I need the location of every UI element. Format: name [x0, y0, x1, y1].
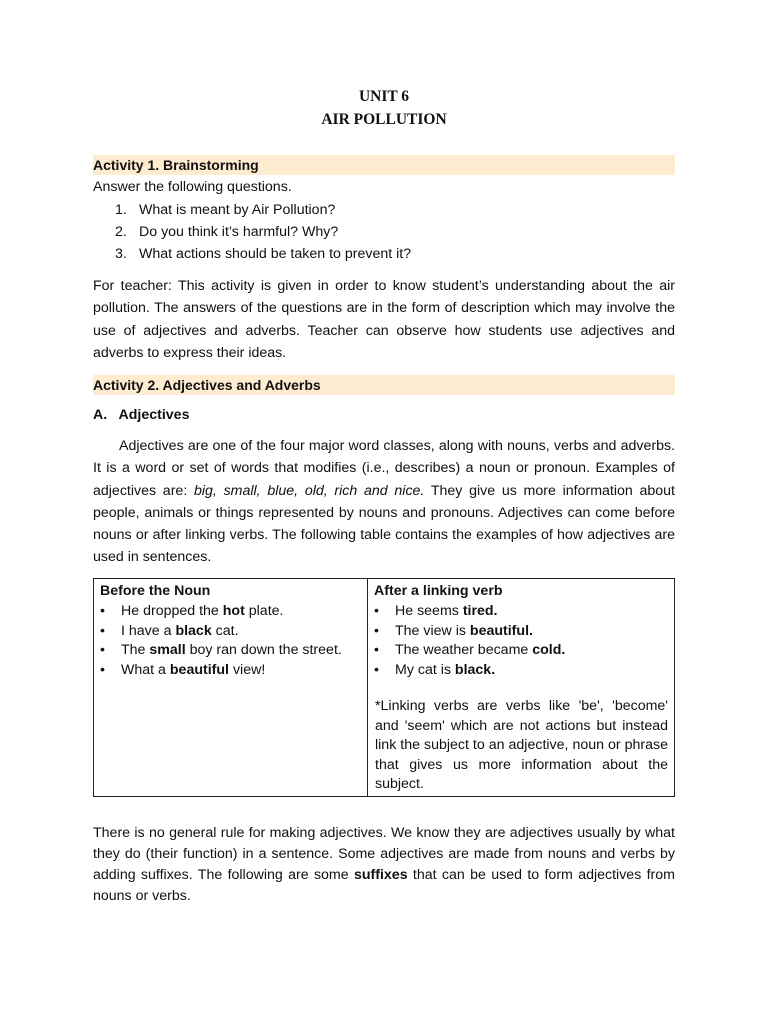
item-text: The view is — [395, 623, 470, 639]
item-text: He seems — [395, 603, 463, 619]
item-adjective: black — [175, 623, 212, 639]
item-text: What a — [121, 662, 170, 678]
closing-text-2: that can be used to form adjectives from nouns or verbs. — [93, 867, 675, 904]
bullet-icon: • — [374, 623, 379, 639]
item-adjective: black. — [454, 662, 496, 678]
activity-1-heading: Activity 1. Brainstorming — [93, 155, 675, 175]
before-noun-column — [94, 579, 368, 796]
question-number: 3. — [115, 246, 127, 262]
bullet-icon: • — [100, 603, 105, 619]
suffixes-term: suffixes — [353, 867, 408, 883]
intro-text-2: They give us more information about people, animals or things represented by nouns and pronouns. Adjectives can come before nouns or after linking verbs. The following table contains the examples of how adjectives are used in sentences. — [93, 482, 675, 566]
item-adjective: tired. — [462, 603, 498, 619]
item-text: view! — [229, 662, 266, 678]
question-number: 1. — [115, 202, 127, 218]
item-adjective: hot — [222, 603, 245, 619]
suffix-intro — [93, 823, 675, 907]
before-noun-header: Before the Noun — [100, 583, 211, 599]
bullet-icon: • — [100, 623, 105, 639]
bullet-icon: • — [374, 642, 379, 658]
table-list-item — [100, 622, 239, 642]
bullet-icon: • — [374, 603, 379, 619]
item-text: cat. — [211, 623, 239, 639]
adjectives-intro — [93, 435, 675, 569]
bullet-icon: • — [100, 662, 105, 678]
table-list-item — [374, 622, 533, 642]
table-list-item — [374, 661, 495, 681]
section-a-heading: A. Adjectives — [93, 407, 190, 423]
item-adjective: beautiful. — [469, 623, 533, 639]
unit-title: AIR POLLUTION — [321, 111, 447, 128]
question-text: What is meant by Air Pollution? — [139, 202, 336, 218]
activity-1-instruction: Answer the following questions. — [93, 179, 292, 195]
intro-examples: big, small, blue, old, rich and nice. — [193, 482, 425, 499]
item-text: He dropped the — [121, 603, 223, 619]
intro-text-1: Adjectives are one of the four major word classes, along with nouns, verbs and adverbs. It is a word or set of words that modifies (i.e., describes) a noun or pronoun. Examples of adjectives are: — [93, 438, 675, 499]
bullet-icon: • — [100, 642, 105, 658]
question-text: What actions should be taken to prevent it? — [139, 246, 412, 262]
item-text: The weather became — [395, 642, 533, 658]
linking-verb-note: *Linking verbs are verbs like 'be', 'become' and 'seem' which are not actions but instead link the subject to an adjective, noun or phrase that gives us more information about the subject. — [375, 698, 668, 793]
table-list-item — [374, 641, 565, 661]
table-list-item — [100, 602, 283, 622]
after-linking-verb-header: After a linking verb — [374, 583, 503, 599]
table-list-item — [100, 641, 342, 661]
item-text: The — [121, 642, 150, 658]
item-adjective: cold. — [532, 642, 566, 658]
bullet-icon: • — [374, 662, 379, 678]
question-text: Do you think it’s harmful? Why? — [139, 224, 339, 240]
after-linking-verb-column — [368, 579, 674, 796]
activity-2-heading: Activity 2. Adjectives and Adverbs — [93, 375, 675, 395]
item-text: boy ran down the street. — [185, 642, 342, 658]
item-text: My cat is — [395, 662, 455, 678]
teacher-note: For teacher: This activity is given in order to know student’s understanding about the air pollution. The answers of the questions are in the form of description which may involve the use of adjectives and adverbs. Teacher can observe how students use adjectives and adverbs to express their ideas. — [93, 278, 675, 361]
item-adjective: small — [149, 642, 186, 658]
unit-number: UNIT 6 — [358, 88, 410, 105]
closing-text-1: There is no general rule for making adjectives. We know they are adjectives usually by what they do (their function) in a sentence. Some adjectives are made from nouns and verbs by adding suffixes. The following are some — [93, 825, 675, 883]
table-list-item — [100, 661, 265, 681]
item-text: I have a — [121, 623, 176, 639]
item-text: plate. — [244, 603, 284, 619]
item-adjective: beautiful — [169, 662, 230, 678]
table-list-item — [374, 602, 498, 622]
adjective-examples-table — [93, 578, 675, 797]
question-number: 2. — [115, 224, 127, 240]
